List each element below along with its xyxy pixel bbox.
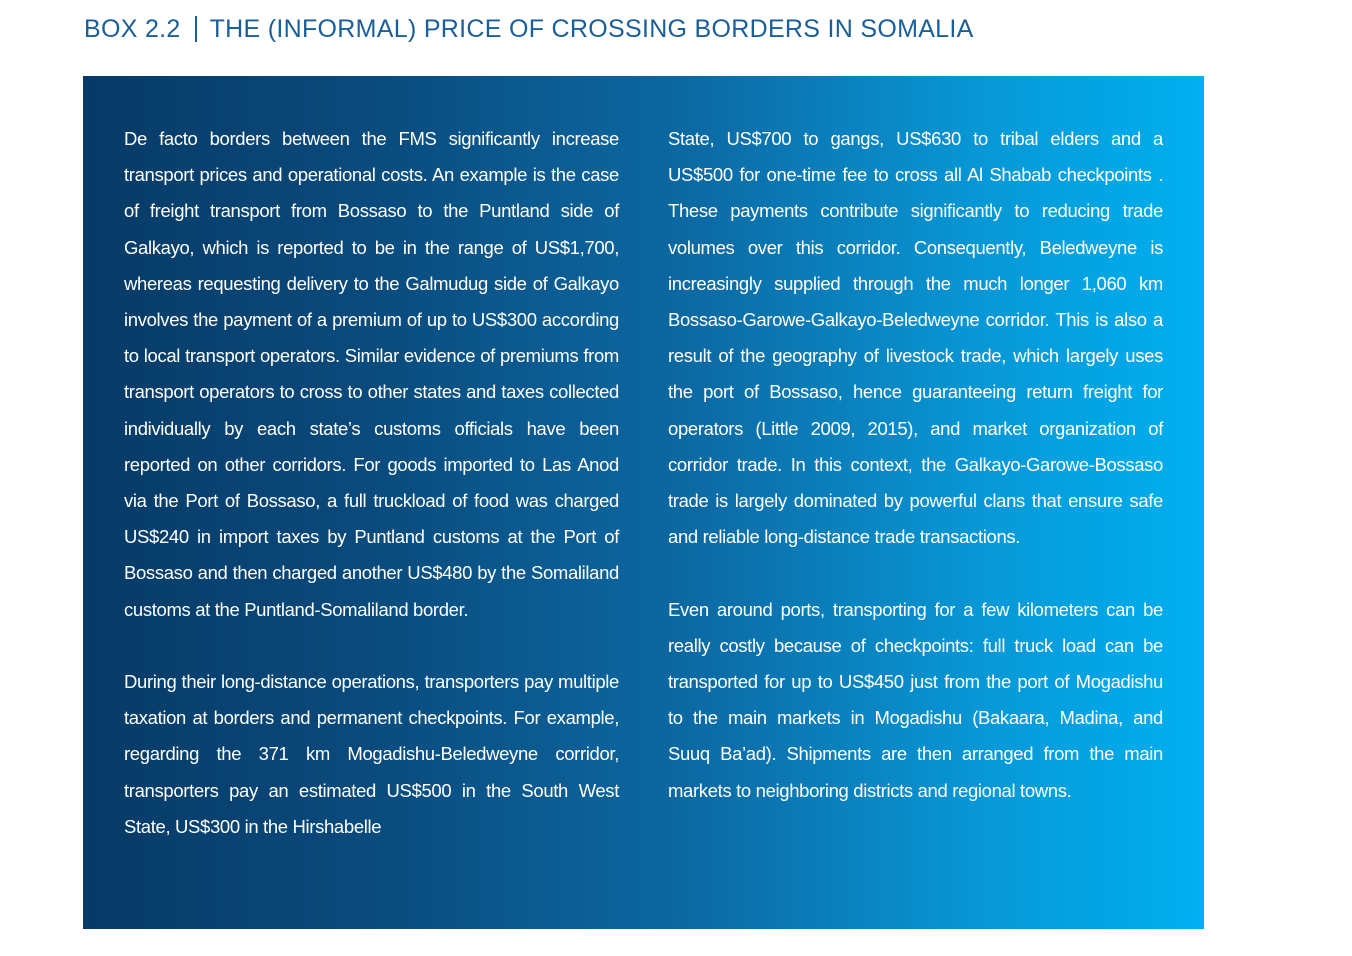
header-divider [195,16,197,42]
box-title: THE (INFORMAL) PRICE OF CROSSING BORDERS IN SOMALIA [209,14,974,43]
box-header [84,12,974,46]
box-number: BOX 2.2 [84,14,181,43]
left-column [124,121,619,845]
right-paragraph-1: State, US$700 to gangs, US$630 to tribal elders and a US$500 for one-time fee to cross all Al Shabab checkpoints . These payments contribute significantly to reducing trade volumes over this corridor. Consequently, Beledweyne is increasingly supplied through the much longer 1,060 km Bossaso-Garowe-Galkayo-Beledweyne corridor. This is also a result of the geography of livestock trade, which largely uses the port of Bossaso, hence guaranteeing return freight for operators (Little 2009, 2015), and market organization of corridor trade. In this context, the Galkayo-Garowe-Bossaso trade is largely dominated by powerful clans that ensure safe and reliable long-distance trade transactions. [668,128,1163,548]
right-paragraph-2: Even around ports, transporting for a few kilometers can be really costly because of checkpoints: full truck load can be transported for up to US$450 just from the port of Mogadishu to the main markets in Mogadishu (Bakaara, Madina, and Suuq Ba’ad). Shipments are then arranged from the main markets to neighboring districts and regional towns. [668,598,1163,801]
left-paragraph-2: During their long-distance operations, transporters pay multiple taxation at borders and permanent checkpoints. For example, regarding the 371 km Mogadishu-Beledweyne corridor, transporters pay an estimated US$500 in the South West State, US$300 in the Hirshabelle [124,671,619,837]
left-paragraph-1: De facto borders between the FMS significantly increase transport prices and operational costs. An example is the case of freight transport from Bossaso to the Puntland side of Galkayo, which is reported to be in the range of US$1,700, whereas requesting delivery to the Galmudug side of Galkayo involves the payment of a premium of up to US$300 according to local transport operators. Similar evidence of premiums from transport operators to cross to other states and taxes collected individually by each state’s customs officials have been reported on other corridors. For goods imported to Las Anod via the Port of Bossaso, a full truckload of food was charged US$240 in import taxes by Puntland customs at the Port of Bossaso and then charged another US$480 by the Somaliland customs at the Puntland-Somaliland border. [124,128,619,620]
right-column [668,121,1163,809]
